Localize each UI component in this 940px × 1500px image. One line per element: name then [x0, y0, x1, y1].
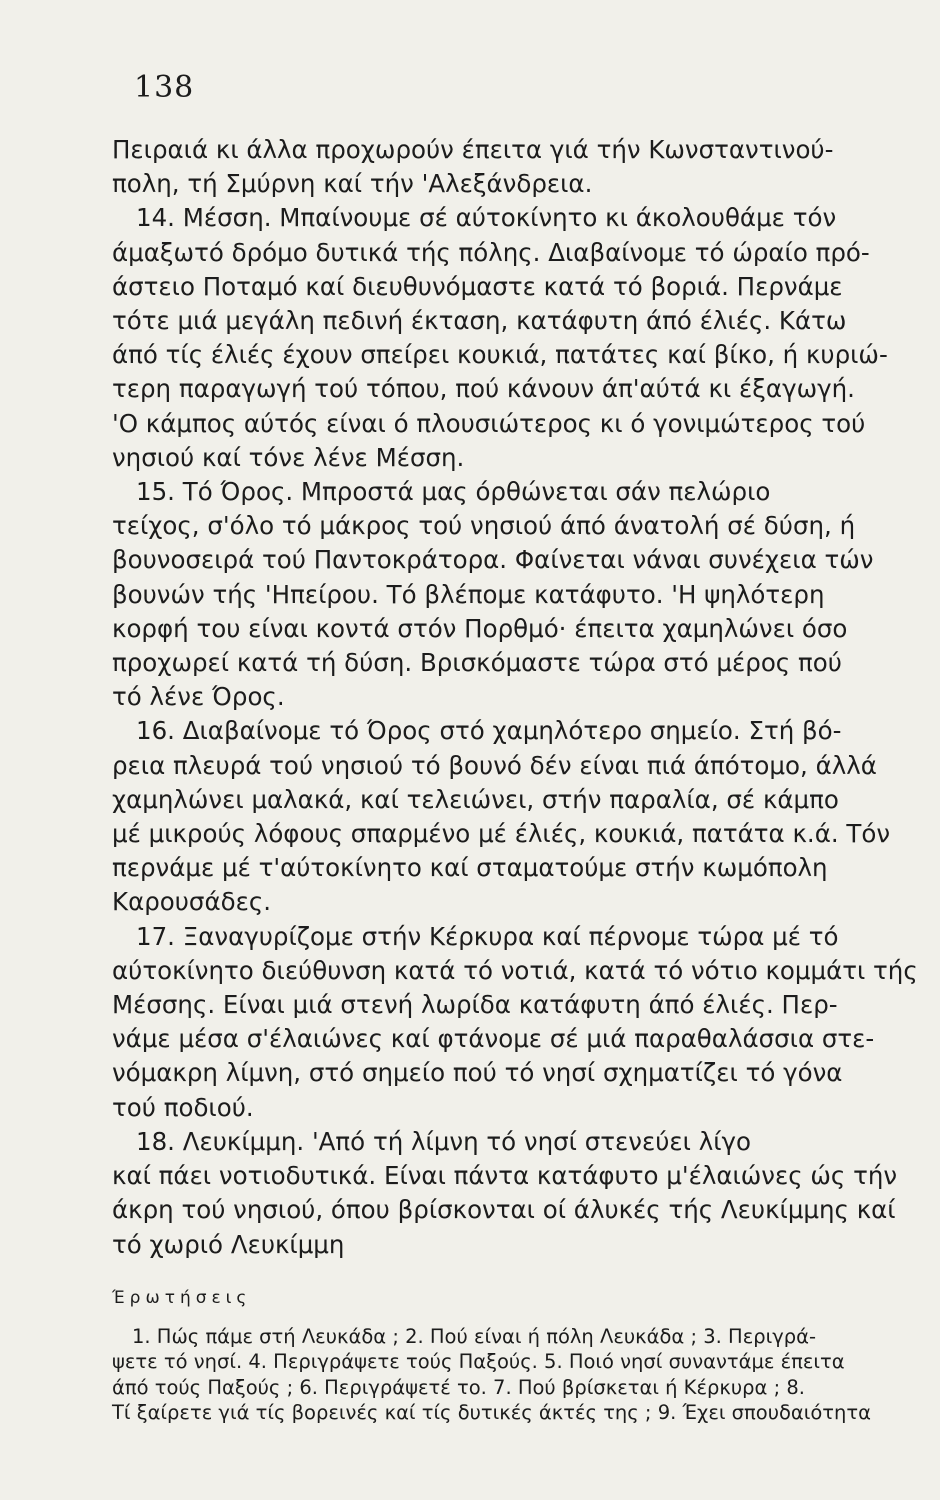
text-line: άστειο Ποταμό καί διευθυνόμαστε κατά τό βοριά. Περνάμε [112, 271, 843, 301]
page-number: 138 [134, 70, 195, 105]
text-line: χαμηλώνει μαλακά, καί τελειώνει, στήν παραλία, σέ κάμπο [112, 784, 839, 814]
question-line: άπό τούς Παξούς ; 6. Περιγράψετέ το. 7. Πού βρίσκεται ή Κέρκυρα ; 8. [112, 1375, 805, 1399]
text-line: μέ μικρούς λόφους σπαρμένο μέ έλιές, κουκιά, πατάτα κ.ά. Τόν [112, 819, 891, 849]
text-line: προχωρεί κατά τή δύση. Βρισκόμαστε τώρα στό μέρος πού [112, 648, 842, 678]
text-line: τού ποδιού. [112, 1092, 254, 1122]
section-15-heading-line: 15. Τό Όρος. Μπροστά μας όρθώνεται σάν πελώριο [136, 477, 771, 507]
text-line: τερη παραγωγή τού τόπου, πού κάνουν άπ'αύτά κι έξαγωγή. [112, 374, 855, 404]
section-17-heading-line: 17. Ξαναγυρίζομε στήν Κέρκυρα καί πέρνομε τώρα μέ τό [136, 921, 839, 951]
text-line: ρεια πλευρά τού νησιού τό βουνό δέν είναι πιά άπότομο, άλλά [112, 750, 877, 780]
text-line: τότε μιά μεγάλη πεδινή έκταση, κατάφυτη άπό έλιές. Κάτω [112, 306, 847, 336]
text-line: αύτοκίνητο διεύθυνση κατά τό νοτιά, κατά τό νότιο κομμάτι τής [112, 955, 918, 985]
text-line: 'Ο κάμπος αύτός είναι ό πλουσιώτερος κι ό γονιμώτερος τού [112, 408, 866, 438]
text-line: βουνοσειρά τού Παντοκράτορα. Φαίνεται νάναι συνέχεια τών [112, 545, 874, 575]
text-line: βουνών τής 'Ηπείρου. Τό βλέπομε κατάφυτο. 'Η ψηλότερη [112, 579, 825, 609]
text-line: πολη, τή Σμύρνη καί τήν 'Αλεξάνδρεια. [112, 169, 593, 199]
text-line: άπό τίς έλιές έχουν σπείρει κουκιά, πατάτες καί βίκο, ή κυριώ- [112, 340, 888, 370]
text-line: νησιού καί τόνε λένε Μέσση. [112, 442, 465, 472]
text-line: Πειραιά κι άλλα προχωρούν έπειτα γιά τήν Κωνσταντινού- [112, 135, 834, 164]
text-line: τό χωριό Λευκίμμη [112, 1229, 345, 1259]
question-line: 1. Πώς πάμε στή Λευκάδα ; 2. Πού είναι ή πόλη Λευκάδα ; 3. Περιγρά- [132, 1324, 817, 1348]
text-line: καί πάει νοτιοδυτικά. Είναι πάντα κατάφυτο μ'έλαιώνες ώς τήν [112, 1161, 898, 1191]
text-line: τό λένε Όρος. [112, 682, 285, 712]
questions-section [112, 1288, 900, 1426]
text-line: άμαξωτό δρόμο δυτικά τής πόλης. Διαβαίνομε τό ώραίο πρό- [112, 237, 870, 267]
question-line: Τί ξαίρετε γιά τίς βορεινές καί τίς δυτικές άκτές της ; 9. Έχει σπουδαιότητα [112, 1401, 871, 1425]
text-line: τείχος, σ'όλο τό μάκρος τού νησιού άπό άνατολή σέ δύση, ή [112, 511, 856, 541]
section-16-heading-line: 16. Διαβαίνομε τό Όρος στό χαμηλότερο σημείο. Στή βό- [136, 716, 842, 746]
text-line: κορφή του είναι κοντά στόν Πορθμό· έπειτα χαμηλώνει όσο [112, 613, 848, 643]
question-line: ψετε τό νησί. 4. Περιγράψετε τούς Παξούς. 5. Ποιό νησί συναντάμε έπειτα [112, 1350, 845, 1374]
text-line: Καρουσάδες. [112, 887, 272, 917]
text-line: νόμακρη λίμνη, στό σημείο πού τό νησί σχηματίζει τό γόνα [112, 1058, 843, 1088]
text-line: Μέσσης. Είναι μιά στενή λωρίδα κατάφυτη άπό έλιές. Περ- [112, 990, 838, 1020]
section-18-heading-line: 18. Λευκίμμη. 'Από τή λίμνη τό νησί στενεύει λίγο [136, 1126, 751, 1156]
questions-heading: Έρωτήσεις [112, 1287, 252, 1308]
body-text [112, 133, 918, 1262]
text-line: νάμε μέσα σ'έλαιώνες καί φτάνομε σέ μιά παραθαλάσσια στε- [112, 1024, 875, 1054]
text-line: άκρη τού νησιού, όπου βρίσκονται οί άλυκές τής Λευκίμμης καί [112, 1195, 896, 1225]
section-14-heading-line: 14. Μέσση. Μπαίνουμε σέ αύτοκίνητο κι άκολουθάμε τόν [136, 203, 837, 233]
text-line: περνάμε μέ τ'αύτοκίνητο καί σταματούμε στήν κωμόπολη [112, 853, 828, 883]
